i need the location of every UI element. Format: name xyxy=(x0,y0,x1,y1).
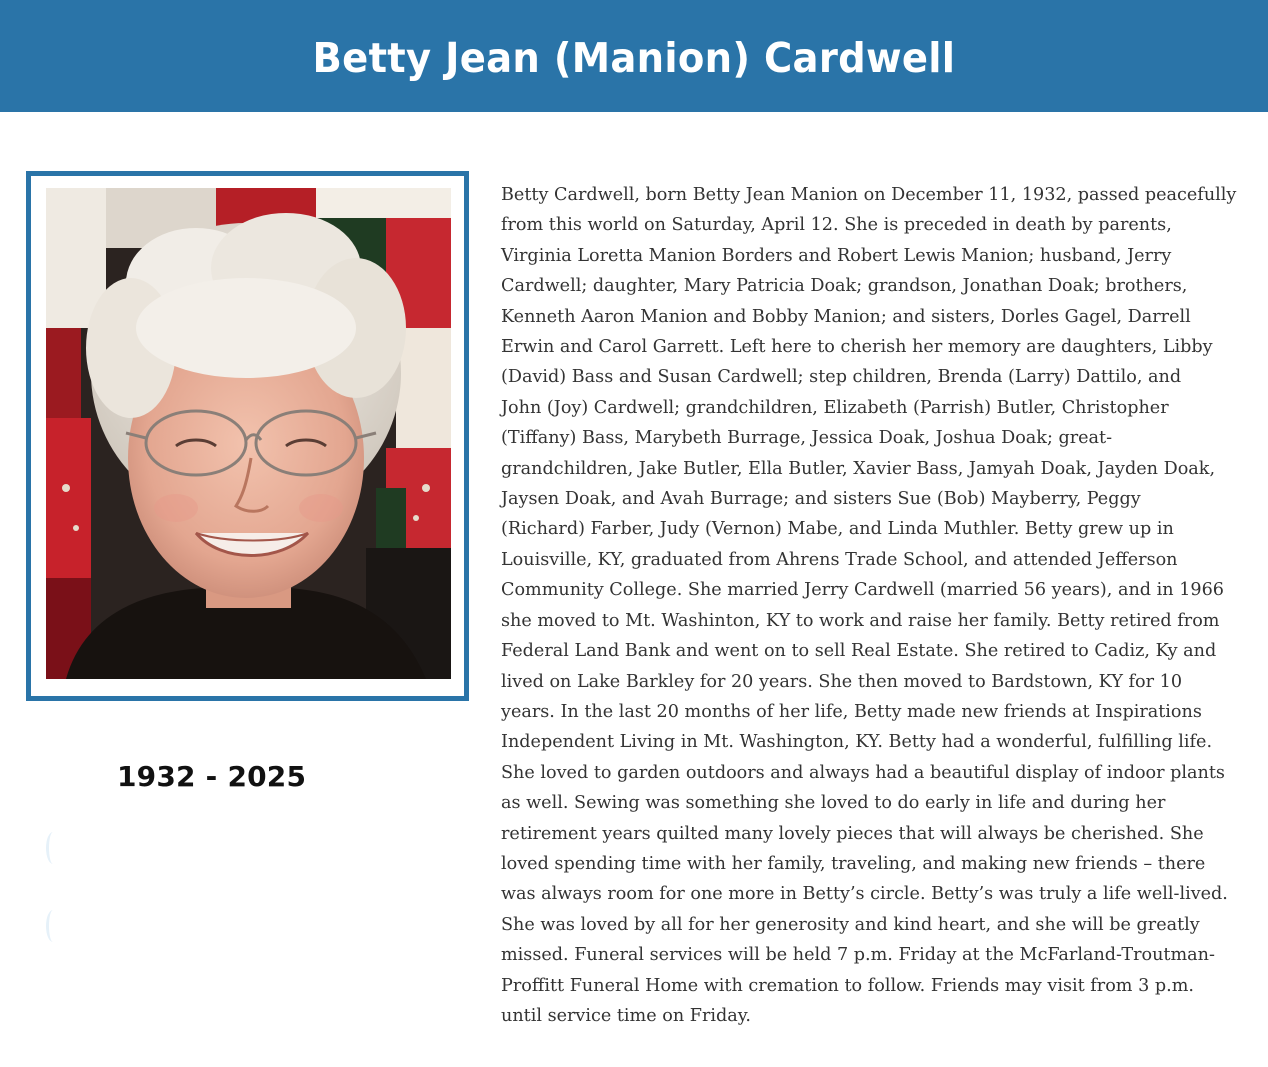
header-bar xyxy=(0,0,1268,112)
decorative-mark xyxy=(46,910,60,942)
obituary-line: Community College. She married Jerry Cardwell (married 56 years), and in 1966 xyxy=(501,580,1224,601)
obituary-line: Proffitt Funeral Home with cremation to follow. Friends may visit from 3 p.m. xyxy=(501,975,1194,996)
obituary-line: Jaysen Doak, and Avah Burrage; and sisters Sue (Bob) Mayberry, Peggy xyxy=(501,489,1141,510)
obituary-line: (David) Bass and Susan Cardwell; step children, Brenda (Larry) Dattilo, and xyxy=(501,367,1182,388)
obituary-line: as well. Sewing was something she loved to do early in life and during her xyxy=(501,793,1166,814)
obituary-line: grandchildren, Jake Butler, Ella Butler, Xavier Bass, Jamyah Doak, Jayden Doak, xyxy=(501,458,1216,479)
portrait-illustration xyxy=(46,188,451,679)
decorative-mark xyxy=(46,832,60,864)
obituary-line: She loved to garden outdoors and always had a beautiful display of indoor plants xyxy=(501,762,1225,783)
obituary-line: from this world on Saturday, April 12. She is preceded in death by parents, xyxy=(501,215,1172,236)
obituary-line: loved spending time with her family, traveling, and making new friends – there xyxy=(501,853,1206,874)
obituary-line: Kenneth Aaron Manion and Bobby Manion; and sisters, Dorles Gagel, Darrell xyxy=(501,306,1191,327)
obituary-line: Federal Land Bank and went on to sell Real Estate. She retired to Cadiz, Ky and xyxy=(501,641,1217,662)
obituary-line: John (Joy) Cardwell; grandchildren, Elizabeth (Parrish) Butler, Christopher xyxy=(501,397,1169,418)
obituary-line: until service time on Friday. xyxy=(501,1005,751,1026)
obituary-line: Cardwell; daughter, Mary Patricia Doak; grandson, Jonathan Doak; brothers, xyxy=(501,276,1188,297)
obituary-line: (Tiffany) Bass, Marybeth Burrage, Jessica Doak, Joshua Doak; great- xyxy=(501,428,1113,449)
obituary-line: Erwin and Carol Garrett. Left here to cherish her memory are daughters, Libby xyxy=(501,337,1213,358)
obituary-line: retirement years quilted many lovely pieces that will always be cherished. She xyxy=(501,823,1204,844)
portrait-frame xyxy=(26,171,469,701)
obituary-line: lived on Lake Barkley for 20 years. She then moved to Bardstown, KY for 10 xyxy=(501,671,1183,692)
obituary-line: Virginia Loretta Manion Borders and Robert Lewis Manion; husband, Jerry xyxy=(501,245,1172,266)
obituary-line: (Richard) Farber, Judy (Vernon) Mabe, and Linda Muthler. Betty grew up in xyxy=(501,519,1174,540)
obituary-line: was always room for one more in Betty’s circle. Betty’s was truly a life well-lived. xyxy=(501,884,1228,905)
portrait-photo xyxy=(46,188,451,679)
obituary-text xyxy=(501,180,1251,1031)
obituary-line: Louisville, KY, graduated from Ahrens Trade School, and attended Jefferson xyxy=(501,549,1178,570)
obituary-line: missed. Funeral services will be held 7 p.m. Friday at the McFarland-Troutman- xyxy=(501,945,1215,966)
obituary-line: years. In the last 20 months of her life, Betty made new friends at Inspirations xyxy=(501,701,1202,722)
page-title: Betty Jean (Manion) Cardwell xyxy=(312,34,956,82)
obituary-line: she moved to Mt. Washinton, KY to work and raise her family. Betty retired from xyxy=(501,610,1220,631)
obituary-line: Betty Cardwell, born Betty Jean Manion on December 11, 1932, passed peacefully xyxy=(501,185,1237,205)
obituary-line: She was loved by all for her generosity and kind heart, and she will be greatly xyxy=(501,914,1200,935)
life-dates: 1932 - 2025 xyxy=(117,760,307,793)
obituary-line: Independent Living in Mt. Washington, KY. Betty had a wonderful, fulfilling life. xyxy=(501,732,1213,753)
